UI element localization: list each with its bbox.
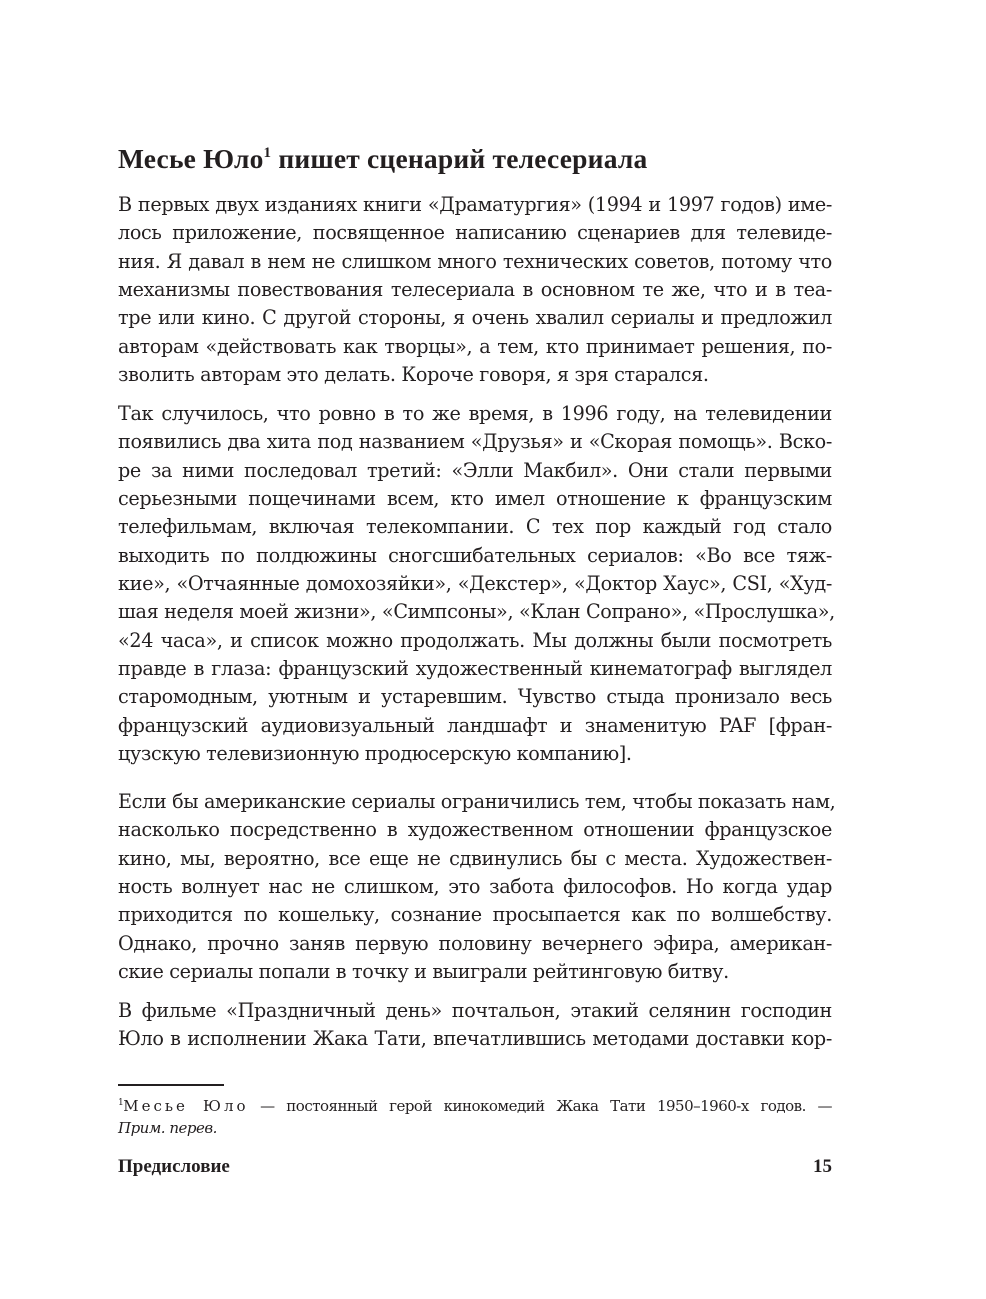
text-line: кие», «Отчаянные домохозяйки», «Декстер», «Доктор Хаус», CSI, «Худ- (118, 572, 832, 596)
page-footer (118, 1156, 832, 1178)
paragraph-2 (118, 400, 835, 768)
translator-note: Прим. перев. (118, 1119, 217, 1137)
text-line: Однако, прочно заняв первую половину вечернего эфира, американ- (118, 931, 832, 955)
section-heading (118, 143, 647, 175)
text-line: шая неделя моей жизни», «Симпсоны», «Клан Сопрано», «Прослушка», (118, 600, 835, 624)
footnote-text: — постоянный герой кинокомедий Жака Тати 1950–1960-х годов. — (248, 1097, 832, 1115)
text-line: выходить по полдюжины сногсшибательных сериалов: «Во все тяж- (118, 543, 832, 567)
text-line: телефильмам, включая телекомпании. С тех пор каждый год стало (118, 515, 832, 539)
heading-text: Месье Юло (118, 143, 264, 174)
text-line: появились два хита под названием «Друзья» и «Скорая помощь». Вско- (118, 430, 832, 454)
text-line: Если бы американские сериалы ограничились тем, чтобы показать нам, (118, 790, 836, 813)
text-line: «24 часа», и список можно продолжать. Мы должны были посмотреть (118, 628, 832, 652)
running-footer-section: Предисловие (118, 1156, 230, 1177)
text-line: ность волнует нас не слишком, это забота философов. Но когда удар (118, 875, 832, 899)
text-line: кино, мы, вероятно, все еще не сдвинулись бы с места. Художествен- (118, 846, 832, 870)
text-line: серьезными пощечинами всем, кто имел отношение к французским (118, 487, 832, 511)
footnote-divider (118, 1084, 224, 1086)
text-line: механизмы повествования телесериала в основном те же, что и в теа- (118, 278, 832, 302)
footnote-number: 1 (118, 1098, 124, 1108)
text-line: В первых двух изданиях книги «Драматургия» (1994 и 1997 годов) име- (118, 193, 832, 216)
heading-text-rest: пишет сценарий телесериала (271, 143, 648, 174)
text-line: авторам «действовать как творцы», а тем, кто принимает решения, по- (118, 334, 832, 358)
paragraph-1 (118, 191, 832, 389)
footnote (118, 1092, 832, 1139)
footnote-marker: 1 (263, 145, 272, 161)
text-line: французский аудиовизуальный ландшафт и знаменитую PAF [фран- (118, 713, 832, 737)
text-line: цузскую телевизионную продюсерскую компанию]. (118, 742, 632, 766)
page-number: 15 (813, 1156, 832, 1177)
paragraph-3 (118, 788, 836, 986)
paragraph-4 (118, 997, 832, 1054)
text-line: Так случилось, что ровно в то же время, в 1996 году, на телевидении (118, 402, 832, 425)
text-line: В фильме «Праздничный день» почтальон, этакий селянин господин (118, 999, 832, 1022)
text-line: старомодным, уютным и устаревшим. Чувство стыда пронизало весь (118, 685, 832, 709)
text-line: приходится по кошельку, сознание просыпается как по волшебству. (118, 903, 832, 927)
text-line: насколько посредственно в художественном отношении французское (118, 818, 832, 842)
text-line: ния. Я давал в нем не слишком много технических советов, потому что (118, 249, 832, 273)
text-line: зволить авторам это делать. Короче говоря, я зря старался. (118, 363, 709, 387)
text-line: лось приложение, посвященное написанию сценариев для телевиде- (118, 221, 832, 245)
text-line: тре или кино. С другой стороны, я очень хвалил сериалы и предложил (118, 306, 832, 330)
text-line: Юло в исполнении Жака Тати, впечатлившись методами доставки кор- (118, 1027, 832, 1051)
footnote-term: Месье Юло (123, 1097, 249, 1115)
text-line: ские сериалы попали в точку и выиграли рейтинговую битву. (118, 960, 729, 984)
text-line: ре за ними последовал третий: «Элли Макбил». Они стали первыми (118, 458, 832, 482)
text-line: правде в глаза: французский художественный кинематограф выглядел (118, 657, 832, 681)
